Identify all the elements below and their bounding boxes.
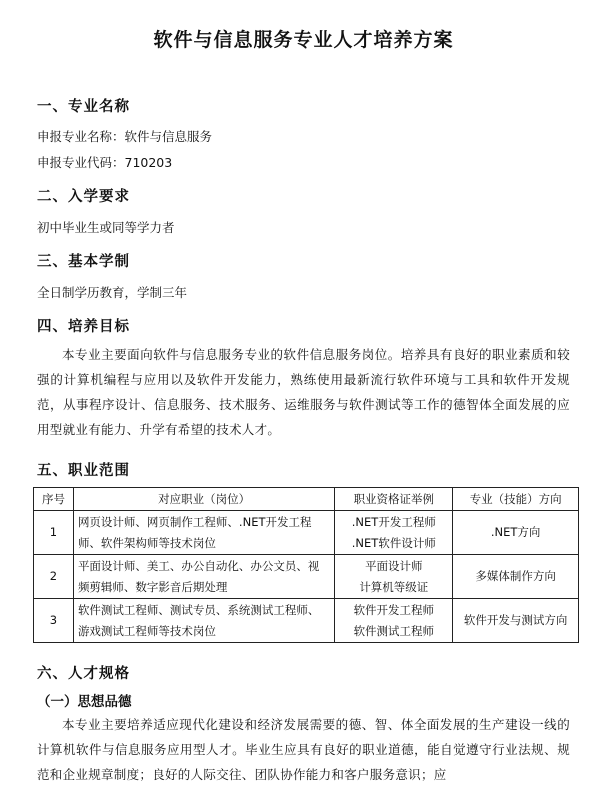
major-code-line: 申报专业代码：710203: [37, 155, 173, 170]
row-occupation: 网页设计师、网页制作工程师、.NET开发工程师、软件架构师等技术岗位: [73, 511, 334, 555]
row-occupation: 平面设计师、美工、办公自动化、办公文员、视频剪辑师、数字影音后期处理: [73, 555, 334, 599]
admission-requirement: 初中毕业生或同等学力者: [37, 220, 175, 235]
header-certificate: 职业资格证举例: [335, 488, 453, 511]
row-direction: 多媒体制作方向: [453, 555, 579, 599]
header-direction: 专业（技能）方向: [453, 488, 579, 511]
section-3-heading: 三、基本学制: [37, 254, 130, 270]
subsection-morality-heading: （一）思想品德: [37, 694, 132, 710]
row-index: 3: [34, 599, 74, 643]
training-objective-paragraph: 本专业主要面向软件与信息服务专业的软件信息服务岗位。培养具有良好的职业素质和较强的计算机编程与应用以及软件开发能力，熟练使用最新流行软件环境与工具和软件开发规范，从事程序设计、信息服务、技术服务、运维服务与软件测试等工作的德智体全面发展的应用型就业有能力、升学有希望的技术人才。: [37, 347, 570, 437]
row-certificate: [335, 599, 453, 643]
header-occupation: 对应职业（岗位）: [73, 488, 334, 511]
certificate-1: .NET开发工程师: [351, 514, 436, 529]
table-row: [34, 555, 579, 599]
row-occupation: 软件测试工程师、测试专员、系统测试工程师、游戏测试工程师等技术岗位: [73, 599, 334, 643]
row-certificate: [335, 555, 453, 599]
table-row: [34, 599, 579, 643]
major-name-line: 申报专业名称：软件与信息服务: [37, 129, 213, 144]
study-duration: 全日制学历教育，学制三年: [37, 285, 188, 300]
certificate-2: 计算机等级证: [359, 579, 429, 594]
career-scope-table: [33, 487, 579, 643]
section-5-heading: 五、职业范围: [37, 463, 130, 479]
row-direction: 软件开发与测试方向: [453, 599, 579, 643]
section-4-heading: 四、培养目标: [37, 319, 130, 335]
certificate-1: 平面设计师: [365, 558, 423, 573]
row-direction: .NET方向: [453, 511, 579, 555]
table-header-row: [34, 488, 579, 511]
table-row: [34, 511, 579, 555]
certificate-1: 软件开发工程师: [353, 602, 435, 617]
certificate-2: .NET软件设计师: [351, 535, 436, 550]
row-index: 1: [34, 511, 74, 555]
document-title: 软件与信息服务专业人才培养方案: [153, 29, 454, 51]
row-certificate: [335, 511, 453, 555]
section-2-heading: 二、入学要求: [37, 189, 130, 205]
section-6-heading: 六、人才规格: [37, 666, 130, 682]
section-1-heading: 一、专业名称: [37, 99, 130, 115]
certificate-2: 软件测试工程师: [353, 623, 435, 638]
morality-paragraph: 本专业主要培养适应现代化建设和经济发展需要的德、智、体全面发展的生产建设一线的计算机软件与信息服务应用型人才。毕业生应具有良好的职业道德，能自觉遵守行业法规、规范和企业规章制度；良好的人际交往、团队协作能力和客户服务意识；应: [37, 717, 570, 782]
header-index: 序号: [34, 488, 74, 511]
row-index: 2: [34, 555, 74, 599]
